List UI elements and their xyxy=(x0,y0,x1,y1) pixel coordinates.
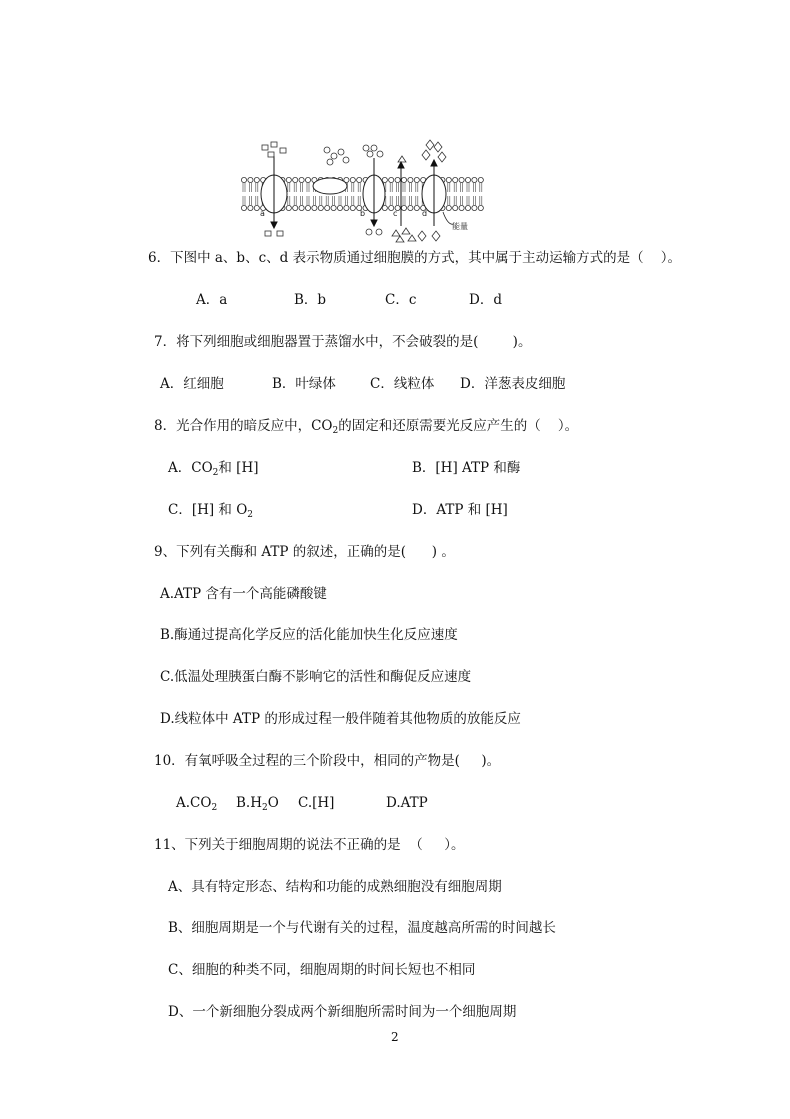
phospholipid-head xyxy=(248,177,253,182)
molecule-circle xyxy=(363,145,369,151)
molecule-circle xyxy=(343,157,349,163)
molecule-diamond xyxy=(438,152,446,162)
phospholipid-head xyxy=(248,205,253,210)
energy-label: 能量 xyxy=(452,222,468,231)
phospholipid-head xyxy=(293,205,298,210)
phospholipid-head xyxy=(318,205,323,210)
molecule-square xyxy=(280,148,286,153)
q11-option-a[interactable]: A、具有特定形态、结构和功能的成熟细胞没有细胞周期 xyxy=(168,879,502,895)
phospholipid-head xyxy=(299,205,304,210)
phospholipid-head xyxy=(414,205,419,210)
phospholipid-head xyxy=(446,205,451,210)
arrow-c-head xyxy=(398,162,404,168)
q10-option-a[interactable]: $A.CO_2$ xyxy=(176,795,218,813)
q9-option-d[interactable]: D.线粒体中 ATP 的形成过程一般伴随着其他物质的放能反应 xyxy=(160,711,521,727)
phospholipid-head xyxy=(408,205,413,210)
molecule-triangle xyxy=(408,235,416,241)
molecule-circle xyxy=(367,151,373,157)
phospholipid-head xyxy=(395,177,400,182)
phospholipid-head xyxy=(305,205,310,210)
molecule-square xyxy=(265,231,271,236)
q9-option-a[interactable]: A.ATP 含有一个高能磷酸键 xyxy=(160,586,327,602)
phospholipid-head xyxy=(453,205,458,210)
label-a: a xyxy=(260,209,265,218)
molecule-circle xyxy=(338,149,344,155)
q9-option-c[interactable]: C.低温处理胰蛋白酶不影响它的活性和酶促反应速度 xyxy=(160,669,472,685)
phospholipid-head xyxy=(293,177,298,182)
phospholipid-head xyxy=(350,205,355,210)
phospholipid-head xyxy=(408,177,413,182)
molecule-circle xyxy=(366,229,372,235)
phospholipid-head xyxy=(472,205,477,210)
q7-option-d[interactable]: D．洋葱表皮细胞 xyxy=(460,376,566,392)
q10-stem: 10．有氧呼吸全过程的三个阶段中，相同的产物是( )。 xyxy=(154,753,501,769)
q7-option-b[interactable]: B．叶绿体 xyxy=(272,376,336,392)
phospholipid-head xyxy=(478,177,483,182)
phospholipid-head xyxy=(325,205,330,210)
q6-stem: 6．下图中 a、b、c、d 表示物质通过细胞膜的方式，其中属于主动运输方式的是（ ）。 xyxy=(148,250,681,266)
molecule-diamond xyxy=(422,150,430,160)
label-c: c xyxy=(393,209,398,218)
phospholipid-head xyxy=(465,205,470,210)
arrow-d-head xyxy=(431,160,437,166)
arrow-b-head xyxy=(371,220,377,226)
phospholipid-head xyxy=(331,205,336,210)
q11-stem: 11、下列关于细胞周期的说法不正确的是 （ ）。 xyxy=(154,837,465,853)
molecule-square xyxy=(262,145,268,150)
phospholipid-head xyxy=(459,205,464,210)
q7-option-c[interactable]: C．线粒体 xyxy=(370,376,435,392)
q11-option-c[interactable]: C、细胞的种类不同，细胞周期的时间长短也不相同 xyxy=(168,962,476,978)
phospholipid-head xyxy=(414,177,419,182)
molecule-square xyxy=(277,231,283,236)
q11-option-b[interactable]: B、细胞周期是一个与代谢有关的过程，温度越高所需的时间越长 xyxy=(168,920,556,936)
membrane-transport-figure xyxy=(238,136,488,244)
molecule-circle xyxy=(324,147,330,153)
phospholipid-head xyxy=(286,205,291,210)
molecule-diamond xyxy=(434,142,442,152)
molecule-diamond xyxy=(432,231,440,241)
molecule-triangle xyxy=(392,230,400,236)
phospholipid-head xyxy=(478,205,483,210)
phospholipid-head xyxy=(401,177,406,182)
molecule-triangle xyxy=(402,228,410,234)
q11-option-d[interactable]: D、一个新细胞分裂成两个新细胞所需时间为一个细胞周期 xyxy=(168,1004,517,1020)
q10-option-d[interactable]: D.ATP xyxy=(386,795,428,811)
q6-option-c[interactable]: C．c xyxy=(385,292,417,308)
q9-stem: 9、下列有关酶和 ATP 的叙述，正确的是( ) 。 xyxy=(154,544,455,560)
molecule-triangle xyxy=(398,156,406,162)
phospholipid-head xyxy=(312,205,317,210)
phospholipid-head xyxy=(241,177,246,182)
phospholipid-head xyxy=(389,177,394,182)
phospholipid-head xyxy=(446,177,451,182)
molecule-square xyxy=(268,152,274,157)
phospholipid-head xyxy=(459,177,464,182)
q6-option-d[interactable]: D．d xyxy=(469,292,502,308)
arrow-a-head xyxy=(271,222,277,228)
phospholipid-head xyxy=(344,205,349,210)
phospholipid-head xyxy=(286,177,291,182)
page-number: 2 xyxy=(391,1030,399,1044)
molecule-circle xyxy=(376,229,382,235)
q8-option-a[interactable]: A．$CO_2$和 [H] xyxy=(168,460,259,478)
molecule-triangle xyxy=(396,236,404,242)
q8-option-b[interactable]: B．[H] ATP 和酶 xyxy=(412,460,521,476)
phospholipid-head xyxy=(472,177,477,182)
phospholipid-head xyxy=(241,205,246,210)
molecule-circle xyxy=(371,145,377,151)
q6-option-b[interactable]: B．b xyxy=(294,292,327,308)
molecule-diamond xyxy=(426,140,434,150)
q8-stem: 8．光合作用的暗反应中，$CO_2$的固定和还原需要光反应产生的（ ）。 xyxy=(154,418,579,436)
phospholipid-head xyxy=(350,177,355,182)
molecule-diamond xyxy=(418,231,426,241)
q10-option-b[interactable]: $B.H_2O$ xyxy=(236,795,279,813)
q9-option-b[interactable]: B.酶通过提高化学反应的活化能加快生化反应速度 xyxy=(160,627,458,643)
label-d: d xyxy=(422,209,428,218)
phospholipid-head xyxy=(465,177,470,182)
label-b: b xyxy=(360,209,366,218)
q7-option-a[interactable]: A．红细胞 xyxy=(160,376,224,392)
q7-stem: 7．将下列细胞或细胞器置于蒸馏水中，不会破裂的是( )。 xyxy=(154,334,532,350)
embedded-protein xyxy=(313,178,347,194)
q6-option-a[interactable]: A．a xyxy=(196,292,228,308)
q8-option-c[interactable]: C．[H] 和 $O_2$ xyxy=(168,502,254,520)
molecule-circle xyxy=(377,151,383,157)
phospholipid-head xyxy=(453,177,458,182)
phospholipid-head xyxy=(337,205,342,210)
molecule-circle xyxy=(327,159,333,165)
q10-option-c[interactable]: C.[H] xyxy=(298,795,335,811)
molecule-circle xyxy=(331,153,337,159)
phospholipid-head xyxy=(357,177,362,182)
phospholipid-head xyxy=(299,177,304,182)
phospholipid-head xyxy=(254,205,259,210)
phospholipid-head xyxy=(401,205,406,210)
phospholipid-head xyxy=(254,177,259,182)
q8-option-d[interactable]: D．ATP 和 [H] xyxy=(412,502,508,518)
phospholipid-head xyxy=(305,177,310,182)
molecule-square xyxy=(271,142,277,147)
